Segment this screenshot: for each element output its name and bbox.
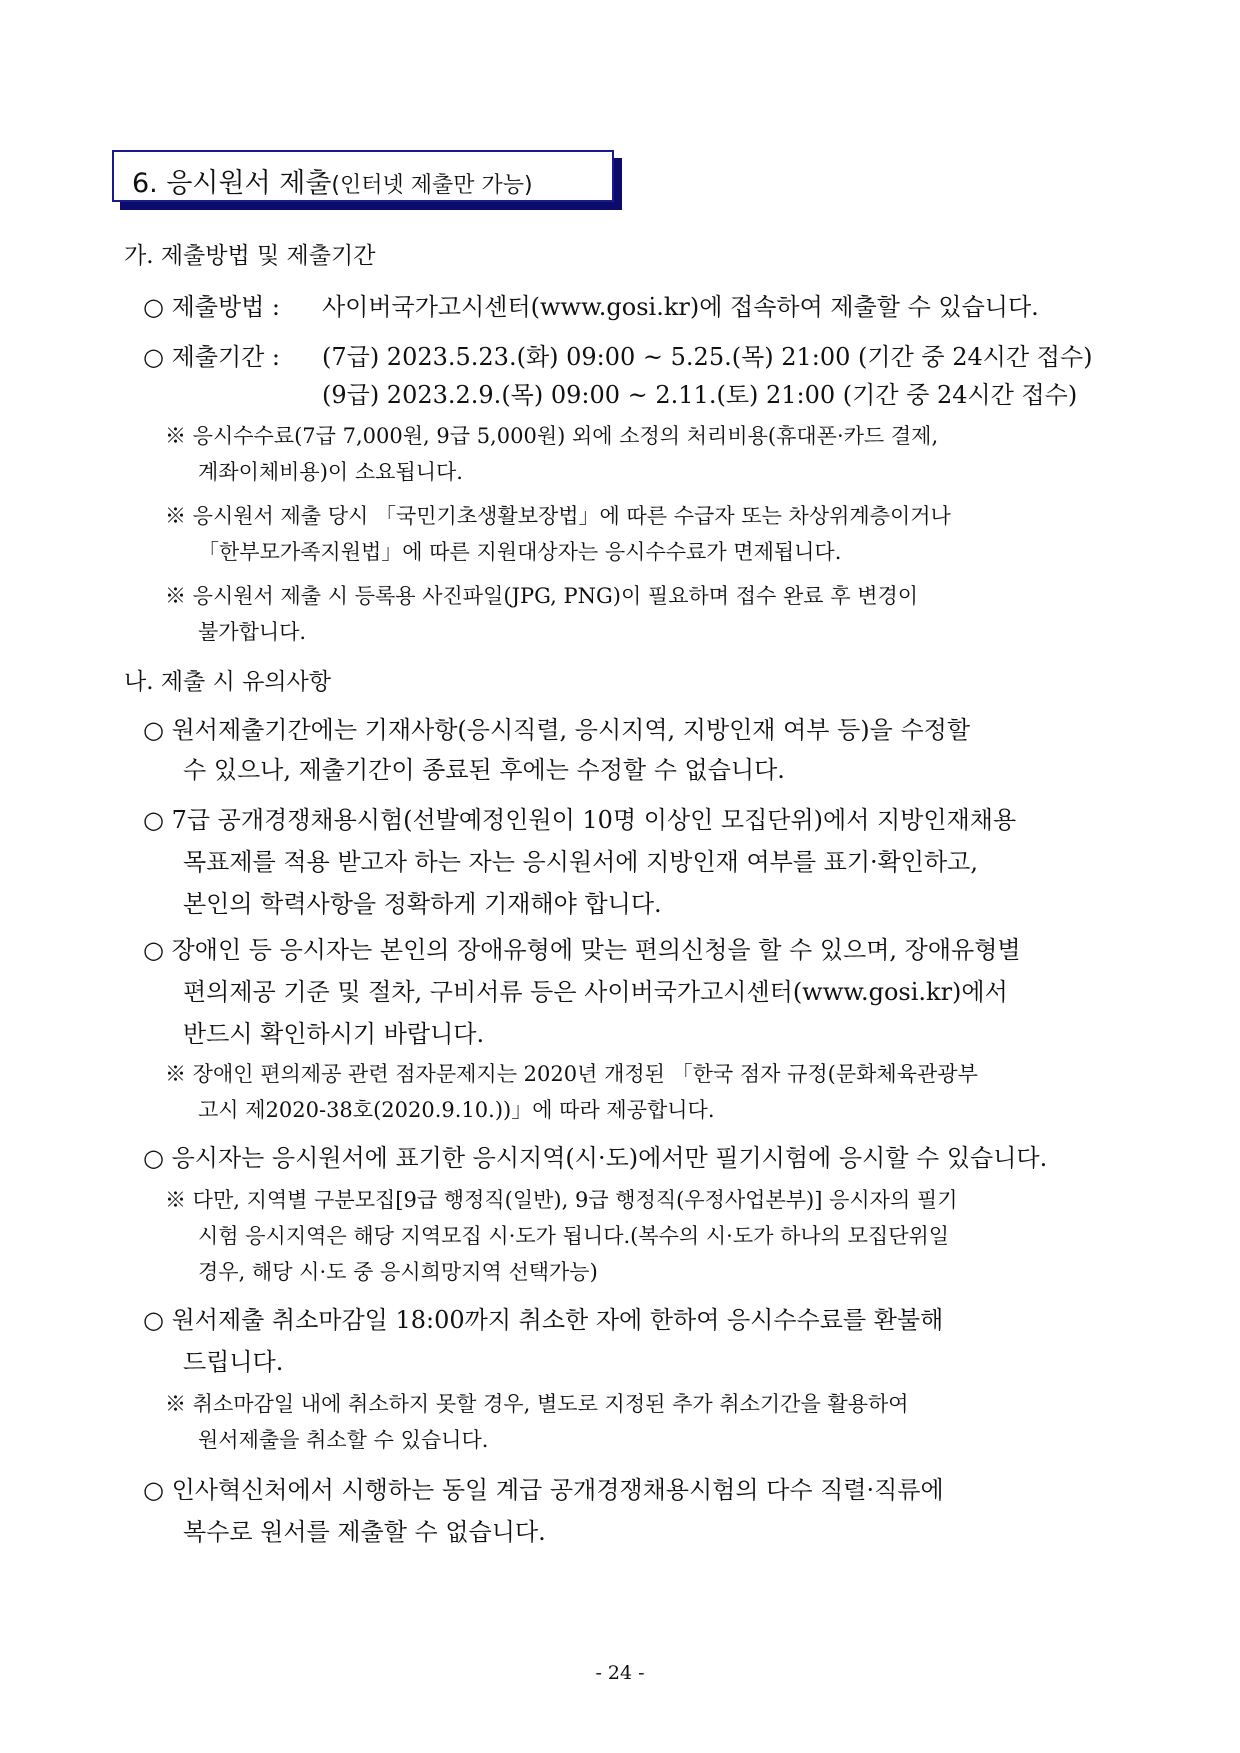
note-exempt-2: 「한부모가족지원법」에 따른 지원대상자는 응시수수료가 면제됩니다.	[198, 540, 842, 564]
heading-na: 나. 제출 시 유의사항	[124, 669, 331, 695]
period-7: (7급) 2023.5.23.(화) 09:00 ~ 5.25.(목) 21:00 (기간 중 24시간 접수)	[322, 343, 1093, 371]
note-photo-1: ※ 응시원서 제출 시 등록용 사진파일(JPG, PNG)이 필요하며 접수 완료 후 변경이	[165, 584, 919, 608]
bullet6-line2: 복수로 원서를 제출할 수 없습니다.	[183, 1518, 546, 1546]
bullet3-line2: 편의제공 기준 및 절차, 구비서류 등은 사이버국가고시센터(www.gosi.kr)에서	[183, 978, 1008, 1006]
bullet5-line2: 드립니다.	[183, 1348, 284, 1376]
section-title-main: 6. 응시원서 제출	[132, 168, 332, 199]
bullet2-line2: 목표제를 적용 받고자 하는 자는 응시원서에 지방인재 여부를 표기·확인하고,	[183, 848, 978, 876]
period-label: ○ 제출기간 :	[143, 343, 281, 371]
bullet4: ○ 응시자는 응시원서에 표기한 응시지역(시·도)에서만 필기시험에 응시할 수 있습니다.	[143, 1144, 1048, 1172]
bullet1-line1: ○ 원서제출기간에는 기재사항(응시직렬, 응시지역, 지방인재 여부 등)을 수정할	[143, 716, 971, 744]
note-fee-1: ※ 응시수수료(7급 7,000원, 9급 5,000원) 외에 소정의 처리비용(휴대폰·카드 결제,	[165, 424, 939, 448]
method-text: 사이버국가고시센터(www.gosi.kr)에 접속하여 제출할 수 있습니다.	[322, 293, 1039, 321]
heading-ga: 가. 제출방법 및 제출기간	[124, 243, 376, 269]
page-number: - 24 -	[595, 1662, 645, 1684]
section-title-box	[112, 150, 614, 202]
note-photo-2: 불가합니다.	[198, 620, 307, 644]
period-9: (9급) 2023.2.9.(목) 09:00 ~ 2.11.(토) 21:00 (기간 중 24시간 접수)	[322, 381, 1078, 409]
bullet2-line1: ○ 7급 공개경쟁채용시험(선발예정인원이 10명 이상인 모집단위)에서 지방인재채용	[143, 806, 1017, 834]
bullet2-line3: 본인의 학력사항을 정확하게 기재해야 합니다.	[183, 890, 662, 918]
note4-line3: 경우, 해당 시·도 중 응시희망지역 선택가능)	[198, 1260, 598, 1284]
note3-line2: 고시 제2020-38호(2020.9.10.))」에 따라 제공합니다.	[198, 1098, 715, 1122]
note-fee-2: 계좌이체비용)이 소요됩니다.	[198, 460, 463, 484]
note5-line1: ※ 취소마감일 내에 취소하지 못할 경우, 별도로 지정된 추가 취소기간을 활용하여	[165, 1392, 909, 1416]
note3-line1: ※ 장애인 편의제공 관련 점자문제지는 2020년 개정된 「한국 점자 규정(문화체육관광부	[165, 1062, 978, 1086]
method-label: ○ 제출방법 :	[143, 293, 281, 321]
note5-line2: 원서제출을 취소할 수 있습니다.	[198, 1428, 489, 1452]
note4-line1: ※ 다만, 지역별 구분모집[9급 행정직(일반), 9급 행정직(우정사업본부)] 응시자의 필기	[165, 1188, 958, 1212]
note4-line2: 시험 응시지역은 해당 지역모집 시·도가 됩니다.(복수의 시·도가 하나의 모집단위일	[198, 1224, 950, 1248]
bullet6-line1: ○ 인사혁신처에서 시행하는 동일 계급 공개경쟁채용시험의 다수 직렬·직류에	[143, 1476, 944, 1504]
section-title-sub: (인터넷 제출만 가능)	[331, 173, 533, 198]
bullet5-line1: ○ 원서제출 취소마감일 18:00까지 취소한 자에 한하여 응시수수료를 환불해	[143, 1306, 944, 1334]
note-exempt-1: ※ 응시원서 제출 당시 「국민기초생활보장법」에 따른 수급자 또는 차상위계층이거나	[165, 504, 951, 528]
section-title	[132, 161, 533, 200]
bullet1-line2: 수 있으나, 제출기간이 종료된 후에는 수정할 수 없습니다.	[183, 756, 785, 784]
bullet3-line1: ○ 장애인 등 응시자는 본인의 장애유형에 맞는 편의신청을 할 수 있으며, 장애유형별	[143, 936, 1021, 964]
bullet3-line3: 반드시 확인하시기 바랍니다.	[183, 1020, 485, 1048]
